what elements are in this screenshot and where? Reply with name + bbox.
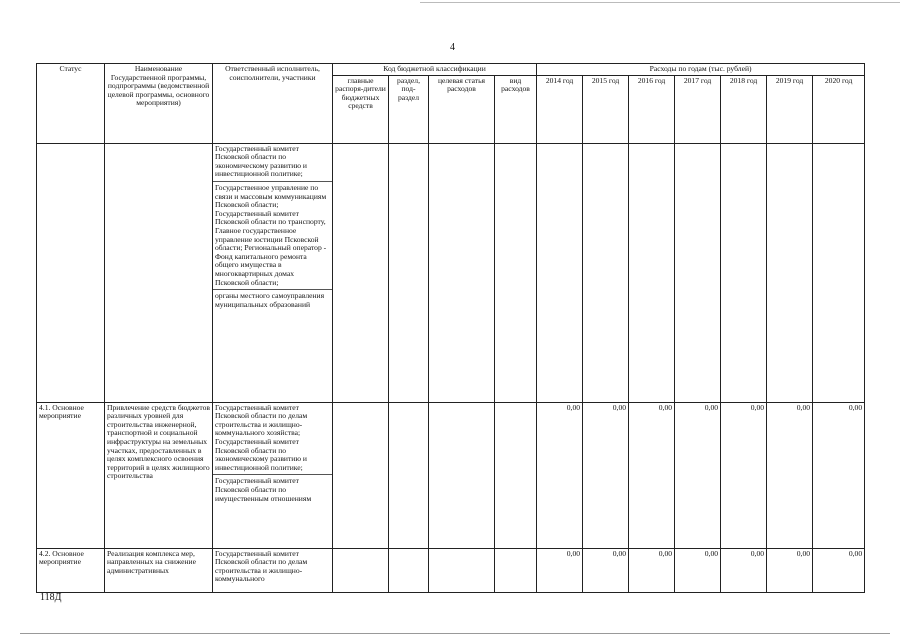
budget-cell — [429, 143, 495, 402]
expense-cell: 0,00 — [629, 548, 675, 592]
row-executors — [213, 548, 333, 592]
executor-entry: Государственный комитет Псковской области по делам строительства и жилищно-коммунального — [215, 548, 308, 584]
expense-cell: 0,00 — [767, 548, 813, 592]
budget-cell — [429, 548, 495, 592]
expense-cell — [721, 143, 767, 402]
budget-cell — [495, 548, 537, 592]
header-year: 2018 год — [721, 75, 767, 143]
expense-cell: 0,00 — [583, 402, 629, 548]
expense-cell: 0,00 — [537, 548, 583, 592]
table-row — [37, 402, 865, 548]
header-name: Наименование Государственной программы, подпрограммы (ведомственной целевой программы, основного мероприятия) — [105, 64, 213, 144]
row-name: Реализация комплекса мер, направленных на снижение административных — [105, 548, 213, 592]
expense-cell: 0,00 — [629, 402, 675, 548]
budget-cell — [333, 143, 389, 402]
expense-cell — [767, 143, 813, 402]
scan-edge-bottom — [20, 633, 890, 634]
budget-cell — [389, 143, 429, 402]
header-year: 2015 год — [583, 75, 629, 143]
expense-cell — [537, 143, 583, 402]
header-budget-col: раздел, под-раздел — [389, 75, 429, 143]
row-name: Привлечение средств бюджетов различных уровней для строительства инженерной, транспортной и социальной инфраструктуры на земельных участках, предоставленных в целях комплексного освоения территорий в целях жилищного строительства — [105, 402, 213, 548]
expense-cell: 0,00 — [583, 548, 629, 592]
header-expenses: Расходы по годам (тыс. рублей) — [537, 64, 865, 76]
row-executors — [213, 402, 333, 548]
executor-entry: Государственный комитет Псковской области по экономическому развитию и инвестиционной политике; — [215, 143, 307, 179]
header-budget-col: главные распоря-дители бюджетных средств — [333, 75, 389, 143]
expense-cell: 0,00 — [813, 548, 865, 592]
row-status: 4.2. Основное мероприятие — [37, 548, 105, 592]
table-row — [37, 143, 865, 402]
header-year: 2019 год — [767, 75, 813, 143]
expense-cell — [675, 143, 721, 402]
executor-entry: Государственное управление по связи и массовым коммуникациям Псковской области; Государственный комитет Псковской области по транспорту, Главное государственное управление юстиции Псковской области; Региональный оператор - Фонд капитального ремонта общего имущества в многоквартирных домах Псковской области; — [215, 182, 327, 287]
divider — [213, 181, 332, 182]
expense-cell: 0,00 — [721, 402, 767, 548]
budget-cell — [333, 548, 389, 592]
header-status: Статус — [37, 64, 105, 144]
divider — [213, 289, 332, 290]
row-executors — [213, 143, 333, 402]
header-year: 2020 год — [813, 75, 865, 143]
row-name — [105, 143, 213, 402]
executor-entry: Государственный комитет Псковской области по делам строительства и жилищно-коммунального хозяйства; Государственный комитет Псковской области по экономическому развитию и инвестиционной политике; — [215, 402, 308, 472]
row-status: 4.1. Основное мероприятие — [37, 402, 105, 548]
expense-cell: 0,00 — [537, 402, 583, 548]
header-year: 2017 год — [675, 75, 721, 143]
expense-cell: 0,00 — [767, 402, 813, 548]
expense-cell: 0,00 — [813, 402, 865, 548]
header-executor: Ответственный исполнитель, соисполнители, участники — [213, 64, 333, 144]
scan-edge-top — [420, 2, 900, 3]
page-number: 4 — [450, 42, 455, 53]
budget-cell — [495, 402, 537, 548]
expense-cell — [583, 143, 629, 402]
budget-cell — [333, 402, 389, 548]
budget-cell — [429, 402, 495, 548]
header-row-1 — [37, 64, 865, 76]
expense-cell — [813, 143, 865, 402]
budget-cell — [389, 402, 429, 548]
divider — [213, 474, 332, 475]
expense-cell — [629, 143, 675, 402]
header-year: 2014 год — [537, 75, 583, 143]
executor-entry: органы местного самоуправления муниципальных образований — [215, 291, 325, 309]
executor-entry: Государственный комитет Псковской области по имущественным отношениям — [215, 476, 312, 503]
expense-cell: 0,00 — [675, 548, 721, 592]
row-status — [37, 143, 105, 402]
header-budget-col: целевая статья расходов — [429, 75, 495, 143]
header-budget-col: вид расходов — [495, 75, 537, 143]
expense-cell: 0,00 — [675, 402, 721, 548]
table-row — [37, 548, 865, 592]
expense-cell: 0,00 — [721, 548, 767, 592]
header-year: 2016 год — [629, 75, 675, 143]
budget-cell — [495, 143, 537, 402]
budget-cell — [389, 548, 429, 592]
footer-mark: 118Д — [40, 592, 62, 603]
header-budget-code: Код бюджетной классификации — [333, 64, 537, 76]
budget-table — [36, 63, 865, 593]
